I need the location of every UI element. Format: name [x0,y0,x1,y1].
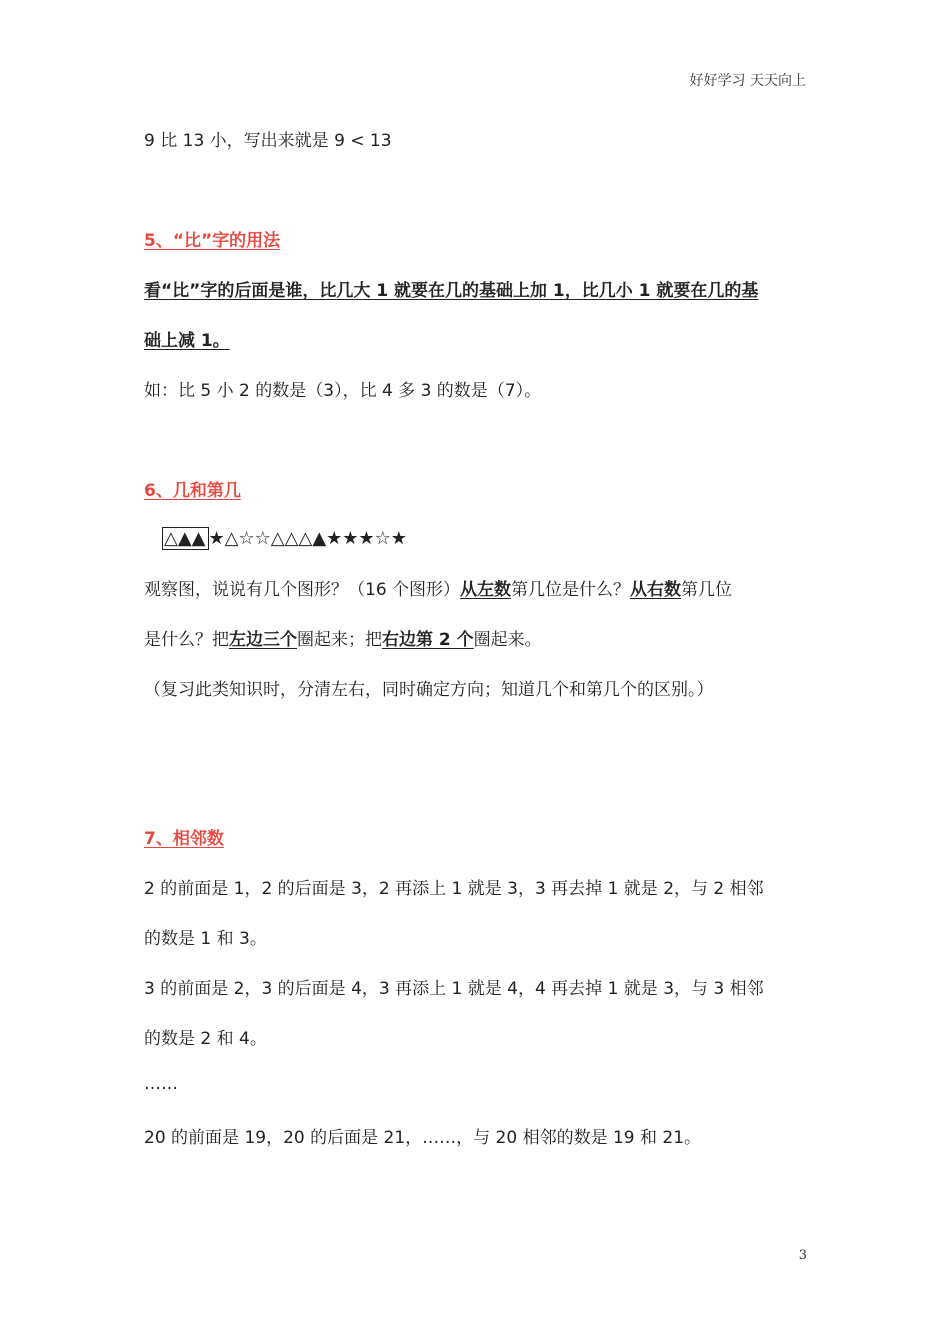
rule-line: 看“比”字的后面是谁，比几大 1 就要在几的基础上加 1，比几小 1 就要在几的基 [144,281,759,301]
text-span: 圈起来；把 [297,630,382,650]
text-line: 9 比 13 小，写出来就是 9 < 13 [144,131,392,151]
text-line: 的数是 1 和 3。 [144,929,267,949]
text-line: 的数是 2 和 4。 [144,1029,267,1049]
emphasis-span: 右边第 2 个 [382,630,474,650]
text-span: 第几位是什么？ [511,580,631,600]
text-span: 圈起来。 [473,630,542,650]
section-heading-7: 7、相邻数 [144,829,224,849]
emphasis-span: 从左数 [460,580,512,600]
text-line: 2 的前面是 1，2 的后面是 3，2 再添上 1 就是 3，3 再去掉 1 就是 2，与 2 相邻 [144,879,764,899]
text-line: 20 的前面是 19，20 的后面是 21，……，与 20 相邻的数是 19 和 21。 [144,1128,702,1148]
question-line [144,628,542,652]
text-span: 观察图，说说有几个图形？（16 个图形） [144,580,461,600]
note-line: （复习此类知识时，分清左右，同时确定方向；知道几个和第几个的区别。） [144,680,714,700]
section-heading-5: 5、“比”字的用法 [144,231,281,251]
boxed-shapes: △▲▲ [162,527,209,550]
emphasis-span: 从右数 [630,580,682,600]
shape-sequence [162,527,407,551]
ellipsis-line: …… [144,1074,178,1094]
text-span: 第几位 [681,580,733,600]
example-line: 如：比 5 小 2 的数是（3），比 4 多 3 的数是（7）。 [144,381,542,401]
question-line [144,578,732,602]
rule-line: 础上减 1。 [144,331,230,351]
section-heading-6: 6、几和第几 [144,481,241,501]
text-span: 是什么？把 [144,630,229,650]
page-header: 好好学习 天天向上 [689,73,806,89]
emphasis-span: 左边三个 [229,630,297,650]
remaining-shapes: ★△☆☆△△△▲★★★☆★ [208,528,407,549]
text-line: 3 的前面是 2，3 的后面是 4，3 再添上 1 就是 4，4 再去掉 1 就是 3，与 3 相邻 [144,979,764,999]
page-number: 3 [798,1248,807,1263]
